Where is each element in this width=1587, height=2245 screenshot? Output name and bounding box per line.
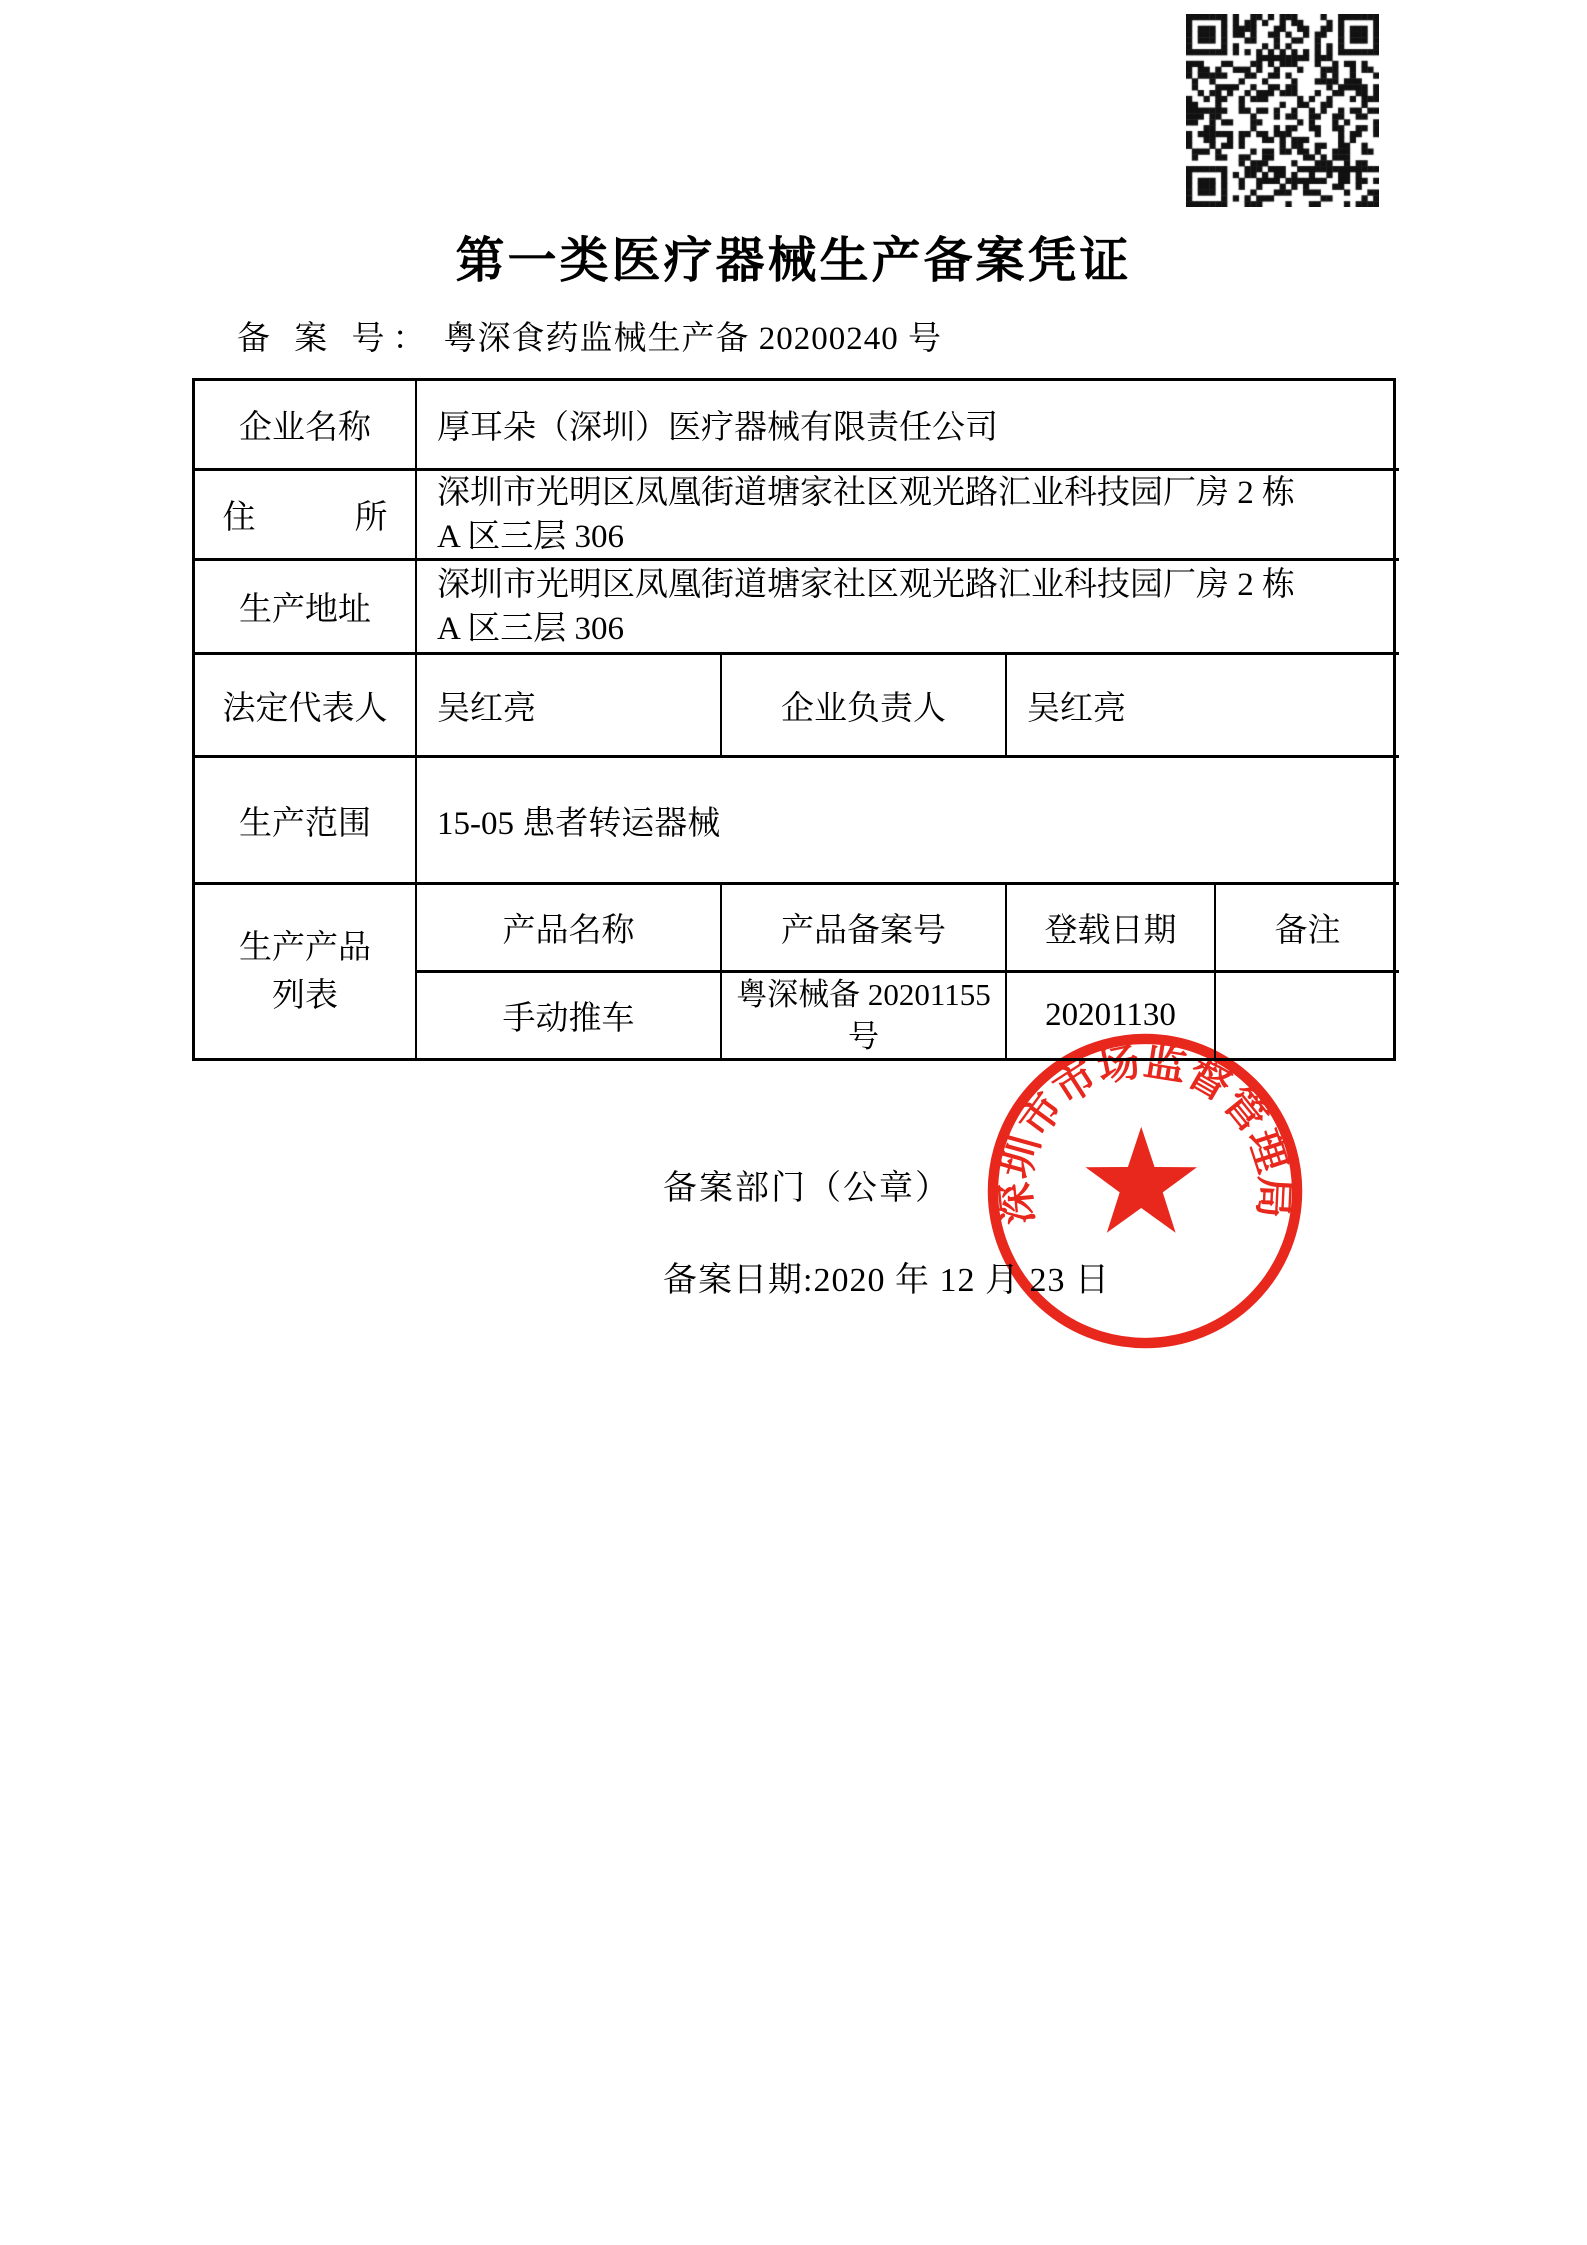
company-name-value: 厚耳朵（深圳）医疗器械有限责任公司 (417, 381, 1399, 471)
publish-date-cell: 20201130 (1007, 973, 1216, 1058)
product-list-label: 生产产品列表 (195, 885, 417, 1058)
certificate-title: 第一类医疗器械生产备案凭证 (455, 233, 1132, 288)
production-address-label: 生产地址 (195, 561, 417, 655)
publish-date-header: 登载日期 (1007, 885, 1216, 973)
product-name-header: 产品名称 (417, 885, 722, 973)
filing-dept-line: 备案部门（公章） (663, 1170, 951, 1207)
product-name-cell: 手动推车 (417, 973, 722, 1058)
qr-code-icon (1186, 14, 1379, 207)
remarks-header: 备注 (1216, 885, 1399, 973)
residence-label: 住 所 (195, 471, 417, 561)
filing-number-line (237, 312, 942, 359)
filing-number-value: 粤深食药监械生产备 20200240 号 (443, 321, 942, 357)
official-seal (975, 1021, 1315, 1361)
production-scope-label: 生产范围 (195, 758, 417, 885)
filing-number-label: 备 案 号： (237, 321, 434, 357)
company-name-label: 企业名称 (195, 381, 417, 471)
company-head-label: 企业负责人 (722, 655, 1007, 758)
star-icon (1086, 1127, 1197, 1233)
company-head-value: 吴红亮 (1007, 655, 1399, 758)
seal-org-text: 深圳市市场监督管理局 (993, 1039, 1297, 1227)
product-filing-no-header: 产品备案号 (722, 885, 1007, 973)
product-filing-no-cell: 粤深械备 20201155 号 (722, 973, 1007, 1058)
production-address-value: 深圳市光明区凤凰街道塘家社区观光路汇业科技园厂房 2 栋 A 区三层 306 (417, 561, 1399, 655)
production-scope-value: 15-05 患者转运器械 (417, 758, 1399, 885)
residence-value: 深圳市光明区凤凰街道塘家社区观光路汇业科技园厂房 2 栋 A 区三层 306 (417, 471, 1399, 561)
legal-representative-value: 吴红亮 (417, 655, 722, 758)
certificate-info-table (192, 378, 1396, 1061)
filing-date-line: 备案日期:2020 年 12 月 23 日 (663, 1262, 1110, 1299)
legal-representative-label: 法定代表人 (195, 655, 417, 758)
